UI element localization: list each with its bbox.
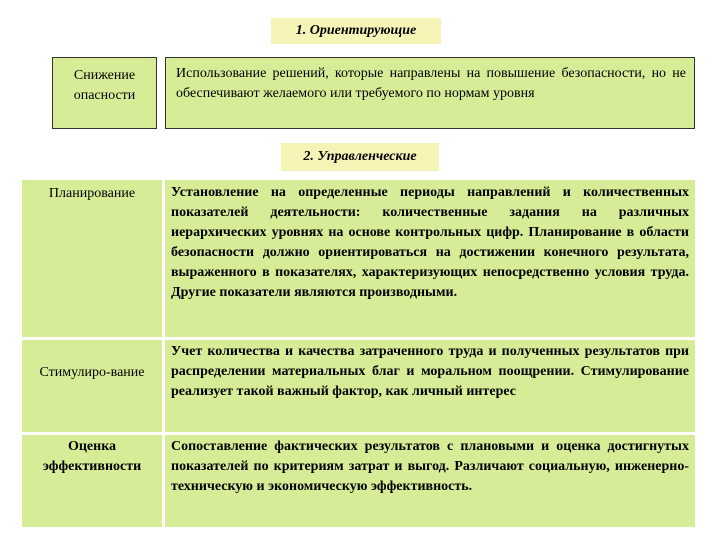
section-header-orienting: 1. Ориентирующие: [271, 18, 441, 44]
description-hazard-reduction: Использование решений, которые направлены на повышение безопасности, но не обеспечивают желаемого или требуемого по нормам уровня: [165, 57, 695, 129]
term-planning: Планирование: [22, 180, 162, 337]
term-stimulation: Стимулиро-вание: [22, 340, 162, 432]
description-efficiency-evaluation: Сопоставление фактических результатов с плановыми и оценка достигнутых показателей по критериям затрат и выгод. Различают социальную, инженерно-техническую и экономическую эффективность.: [165, 435, 695, 527]
term-hazard-reduction: Снижение опасности: [52, 57, 157, 129]
description-stimulation: Учет количества и качества затраченного труда и полученных результатов при распределении материальных благ и моральном поощрении. Стимулирование реализует такой важный фактор, как личный интерес: [165, 340, 695, 432]
term-efficiency-evaluation: Оценка эффективности: [22, 435, 162, 527]
description-planning: Установление на определенные периоды направлений и количественных показателей деятельности: количественные задания на различных иерархических уровнях на основе контрольных цифр. Планирование в области безопасности должно ориентироваться на достижении конечного результата, выраженного в показателях, характеризующих непосредственно условия труда. Другие показатели являются производными.: [165, 180, 695, 337]
section-header-managerial: 2. Управленческие: [281, 143, 439, 171]
